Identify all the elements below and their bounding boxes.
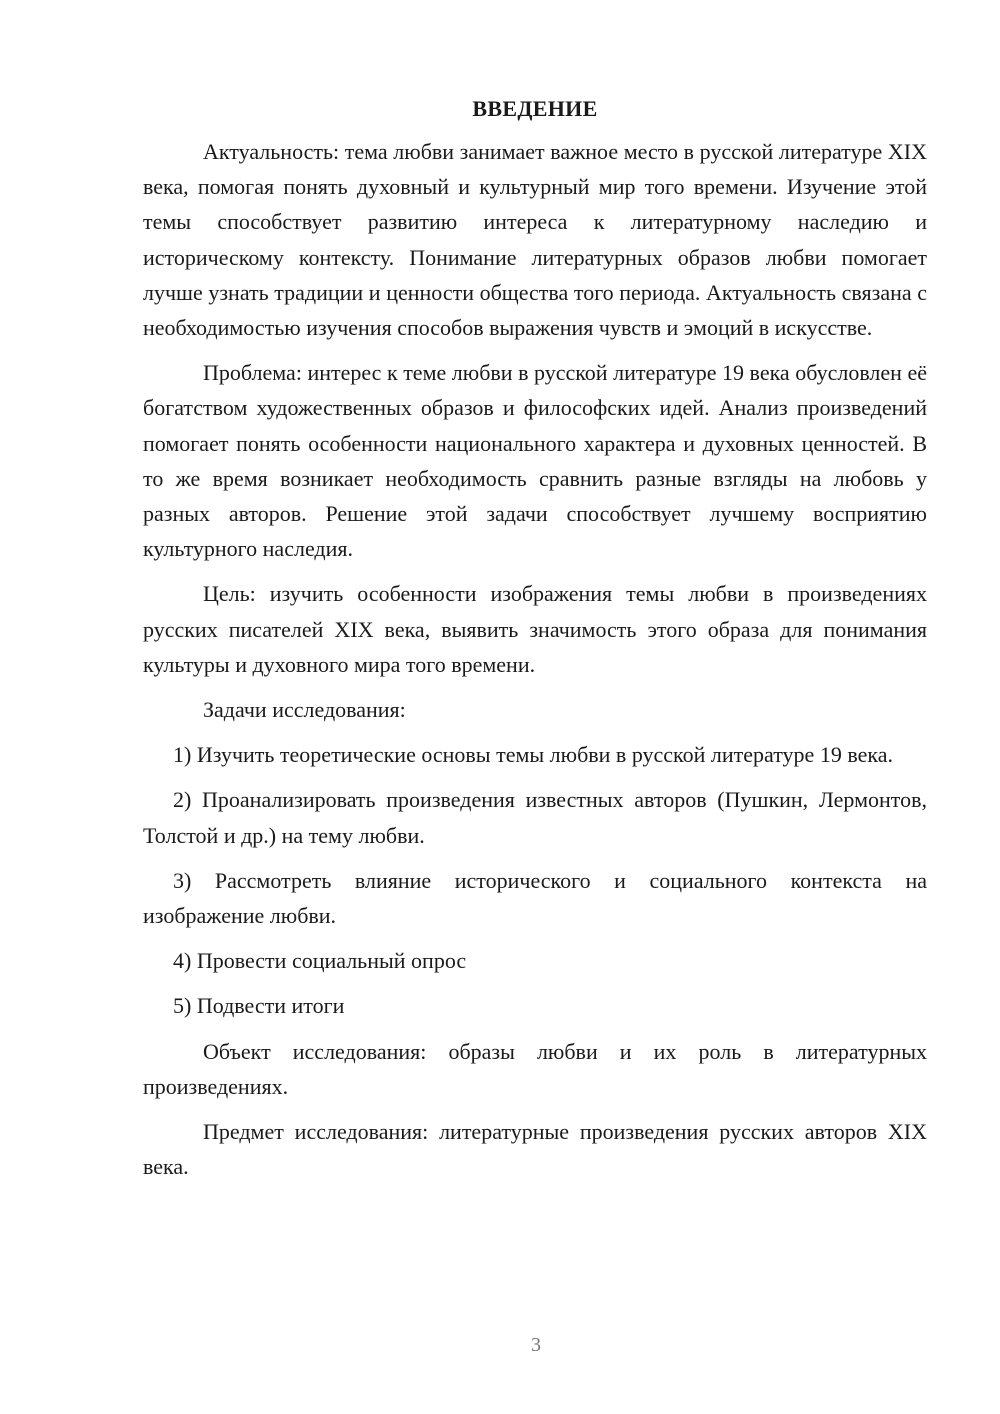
task-item-5: 5) Подвести итоги: [173, 993, 345, 1019]
relevance-paragraph: Актуальность: тема любви занимает важное место в русской литературе XIX века, помогая понять духовный и культурный мир того времени. Изучение этой темы способствует развитию интереса к литературному наследию и историческому контексту. Понимание литературных образов любви помогает лучше узнать традиции и ценности общества того периода. Актуальность связана с необходимостью изучения способов выражения чувств и эмоций в искусстве.: [143, 139, 927, 341]
task-item-2: 2) Проанализировать произведения известных авторов (Пушкин, Лермонтов, Толстой и др.) на тему любви.: [143, 787, 927, 848]
section-title: ВВЕДЕНИЕ: [472, 96, 598, 121]
subject-paragraph: Предмет исследования: литературные произведения русских авторов XIX века.: [143, 1119, 927, 1180]
object-paragraph: Объект исследования: образы любви и их роль в литературных произведениях.: [143, 1038, 927, 1099]
page-number: 3: [531, 1334, 541, 1356]
goal-paragraph: Цель: изучить особенности изображения темы любви в произведениях русских писателей XIX века, выявить значимость этого образа для понимания культуры и духовного мира того времени.: [143, 581, 927, 677]
task-item-3: 3) Рассмотреть влияние исторического и социального контекста на изображение любви.: [143, 867, 927, 929]
problem-paragraph: Проблема: интерес к теме любви в русской литературе 19 века обусловлен её богатством художественных образов и философских идей. Анализ произведений помогает понять особенности национального характера и духовных ценностей. В то же время возникает необходимость сравнить разные взгляды на любовь у разных авторов. Решение этой задачи способствует лучшему восприятию культурного наследия.: [143, 360, 927, 562]
task-item-4: 4) Провести социальный опрос: [173, 948, 467, 974]
tasks-heading: Задачи исследования:: [203, 697, 406, 723]
document-page: [143, 94, 927, 1194]
task-item-1: 1) Изучить теоретические основы темы любви в русской литературе 19 века.: [173, 742, 893, 768]
